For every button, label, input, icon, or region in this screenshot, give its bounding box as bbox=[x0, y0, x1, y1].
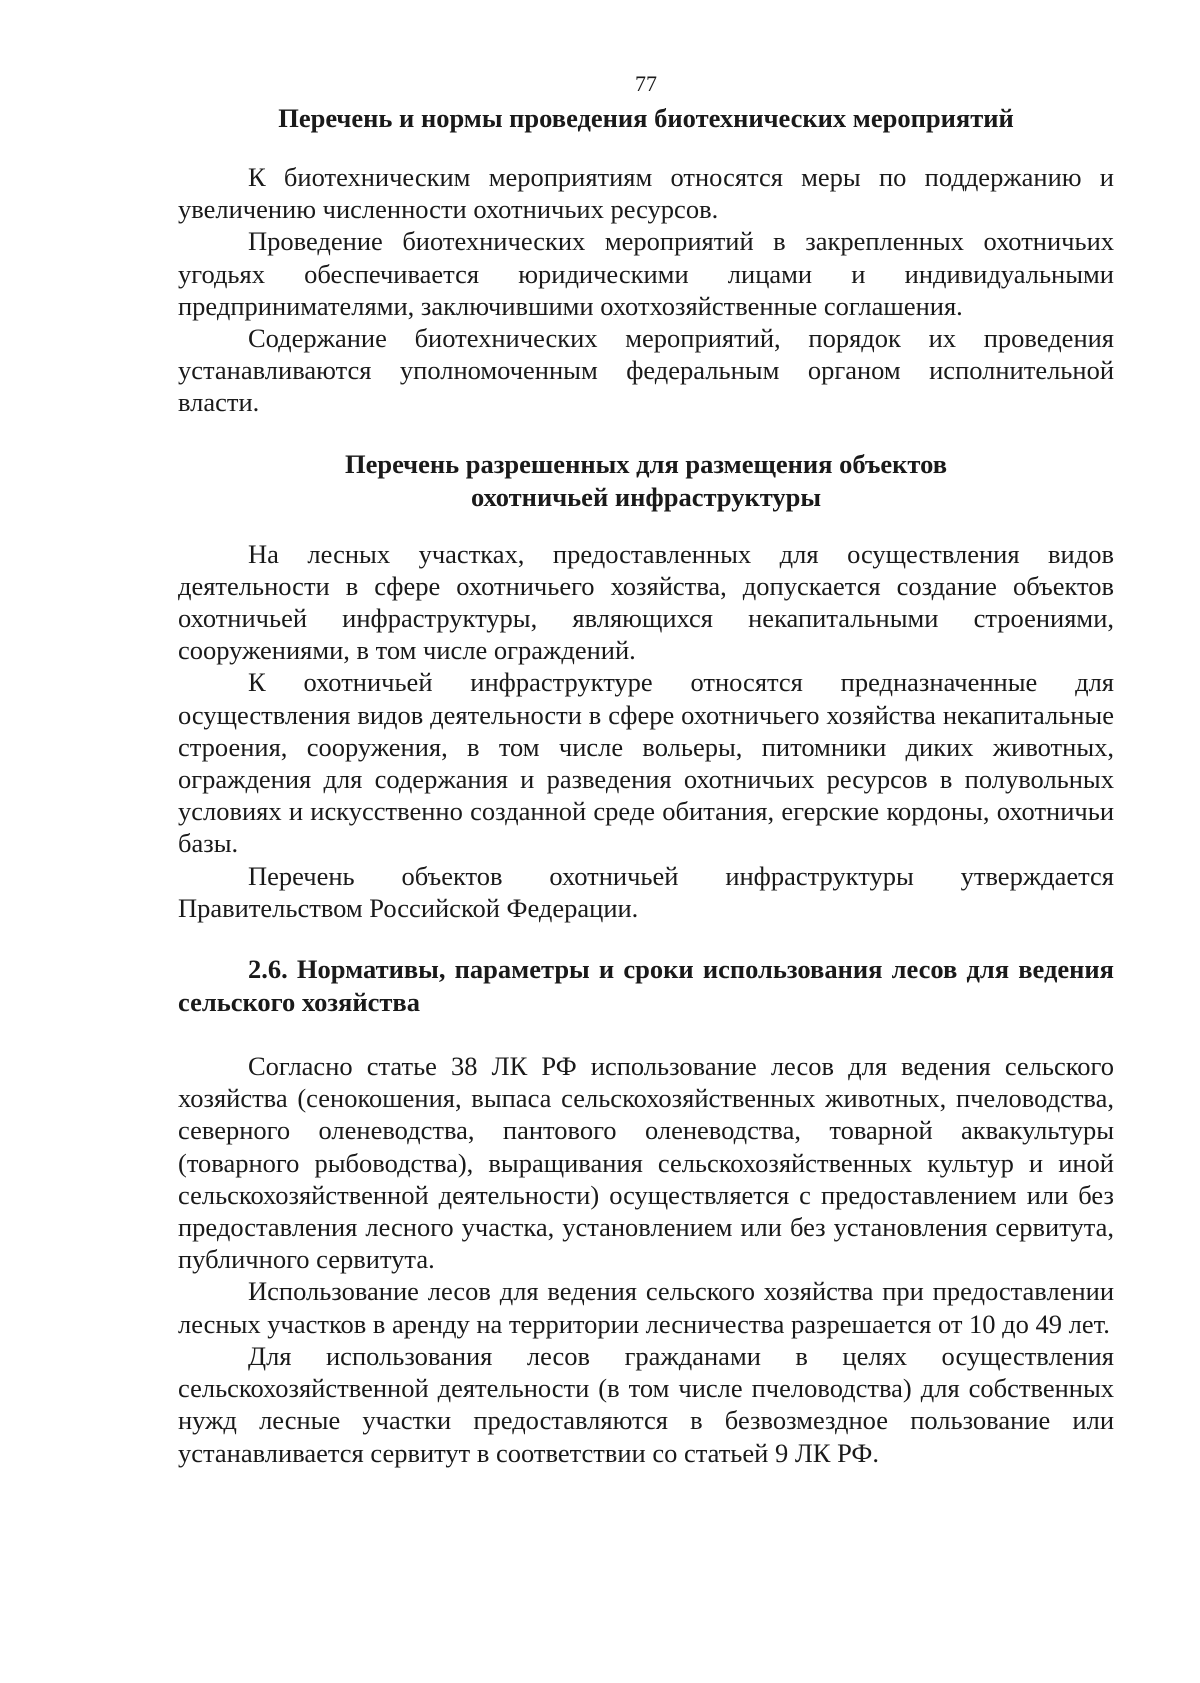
paragraph: На лесных участках, предоставленных для осуществления видов деятельности в сфере охотничьего хозяйства, допускается создание объектов охотничьей инфраструктуры, являющихся некапитальными строениями, сооружениями, в том числе ограждений. bbox=[178, 538, 1114, 666]
section-title-line: охотничьей инфраструктуры bbox=[470, 481, 822, 512]
paragraph: К охотничьей инфраструктуре относятся предназначенные для осуществления видов деятельности в сфере охотничьего хозяйства некапитальные строения, сооружения, в том числе вольеры, питомники диких животных, ограждения для содержания и разведения охотничьих ресурсов в полувольных условиях и искусственно созданной среде обитания, егерские кордоны, охотничьи базы. bbox=[178, 667, 1114, 859]
paragraph: Содержание биотехнических мероприятий, порядок их проведения устанавливаются уполномоченным федеральным органом исполнительной власти. bbox=[178, 323, 1114, 418]
paragraph: Проведение биотехнических мероприятий в закрепленных охотничьих угодьях обеспечивается юридическими лицами и индивидуальными предпринимателями, заключившими охотхозяйственные соглашения. bbox=[178, 226, 1114, 321]
paragraph: Перечень объектов охотничьей инфраструктуры утверждается Правительством Российской Федерации. bbox=[178, 860, 1114, 923]
page-number: 77 bbox=[635, 71, 657, 96]
section-title-biotechnical: Перечень и нормы проведения биотехнических мероприятий bbox=[278, 103, 1014, 133]
paragraph: Для использования лесов гражданами в целях осуществления сельскохозяйственной деятельности (в том числе пчеловодства) для собственных нужд лесные участки предоставляются в безвозмездное пользование или устанавливается сервитут в соответствии со статьей 9 ЛК РФ. bbox=[178, 1340, 1114, 1468]
section-title-infrastructure bbox=[178, 448, 1114, 514]
paragraph: Согласно статье 38 ЛК РФ использование лесов для ведения сельского хозяйства (сенокошения, выпаса сельскохозяйственных животных, пчеловодства, северного оленеводства, пантового оленеводства, товарной аквакультуры (товарного рыбоводства), выращивания сельскохозяйственных культур и иной сельскохозяйственной деятельности) осуществляется с предоставлением или без предоставления лесного участка, установлением или без установления сервитута, публичного сервитута. bbox=[178, 1051, 1114, 1275]
section-title-agriculture: 2.6. Нормативы, параметры и сроки использования лесов для ведения сельского хозяйства bbox=[178, 954, 1114, 1018]
paragraph: К биотехническим мероприятиям относятся меры по поддержанию и увеличению численности охотничьих ресурсов. bbox=[178, 162, 1114, 225]
paragraph: Использование лесов для ведения сельского хозяйства при предоставлении лесных участков в аренду на территории лесничества разрешается от 10 до 49 лет. bbox=[178, 1276, 1114, 1339]
section-title-line: Перечень разрешенных для размещения объектов bbox=[344, 448, 948, 479]
document-page bbox=[178, 70, 1114, 1469]
